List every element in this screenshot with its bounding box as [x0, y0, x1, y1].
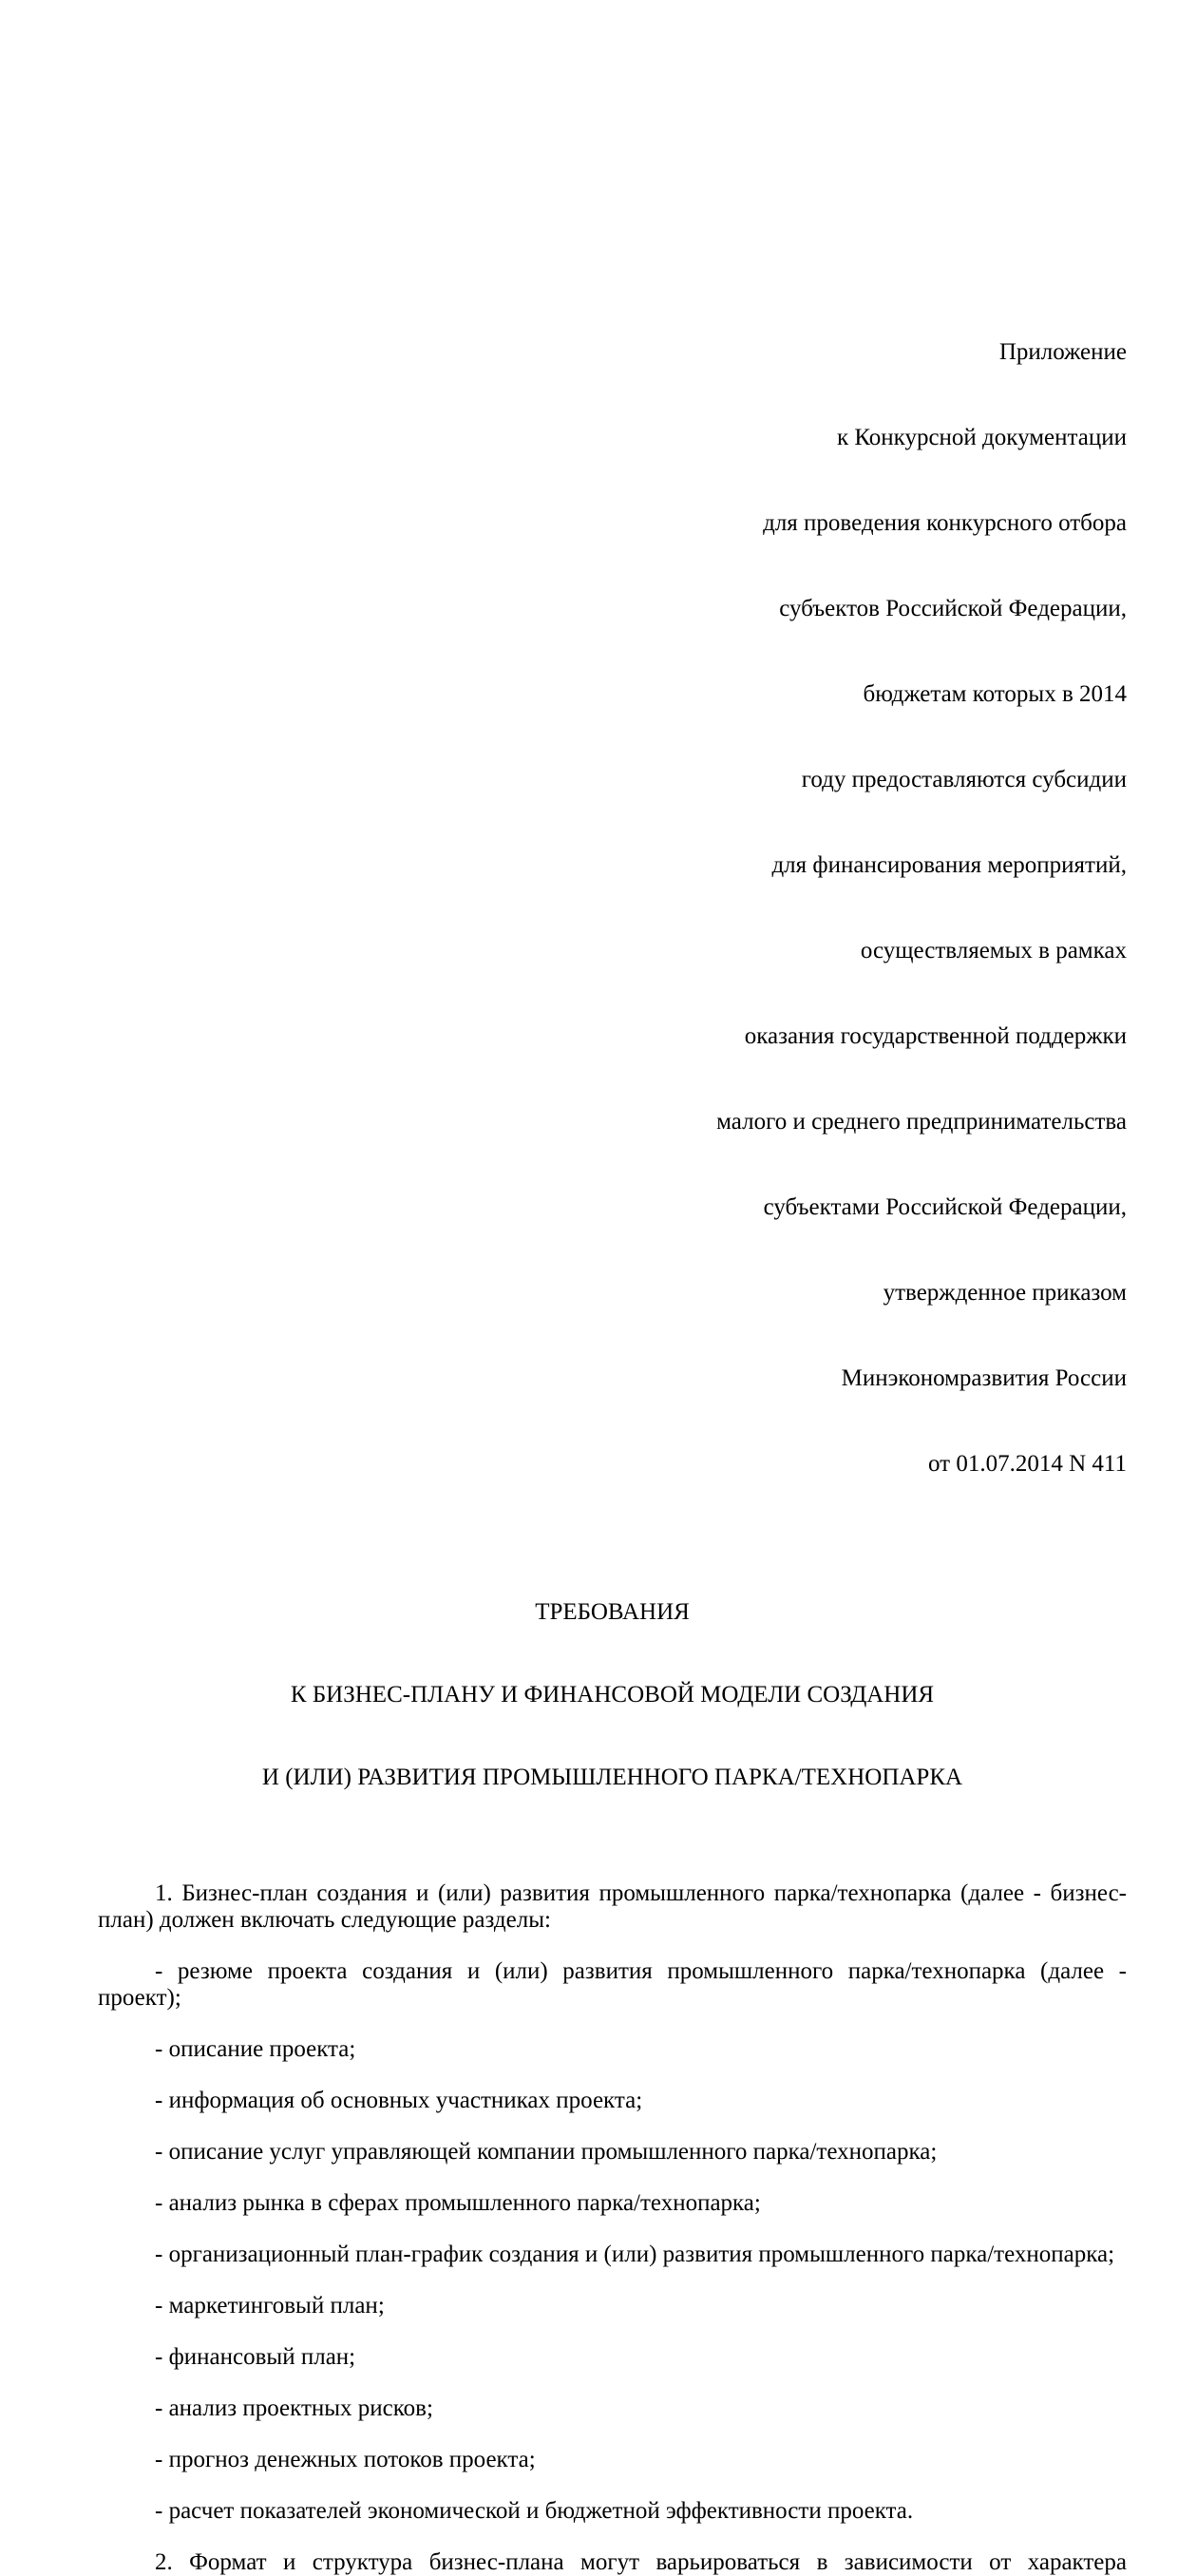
- body-paragraph: - резюме проекта создания и (или) развития промышленного парка/технопарка (далее - проект);: [98, 1958, 1127, 2011]
- appendix-header-line: малого и среднего предпринимательства: [716, 1109, 1127, 1135]
- appendix-header-line: году предоставляются субсидии: [801, 767, 1127, 792]
- appendix-header-line: для финансирования мероприятий,: [771, 852, 1127, 878]
- body-paragraph: - финансовый план;: [155, 2344, 356, 2370]
- appendix-header-line: утвержденное приказом: [883, 1280, 1127, 1306]
- document-title: [98, 1543, 1127, 1846]
- body-paragraph: - анализ проектных рисков;: [155, 2395, 433, 2421]
- body-paragraph: - расчет показателей экономической и бюджетной эффективности проекта.: [155, 2498, 914, 2524]
- appendix-header-line: осуществляемых в рамках: [860, 938, 1127, 964]
- body-paragraph: - информация об основных участниках проекта;: [155, 2088, 643, 2113]
- document-title-line: И (ИЛИ) РАЗВИТИЯ ПРОМЫШЛЕННОГО ПАРКА/ТЕХНОПАРКА: [261, 1765, 963, 1790]
- body-paragraph: - описание услуг управляющей компании промышленного парка/технопарка;: [155, 2139, 938, 2165]
- body-paragraph: 1. Бизнес-план создания и (или) развития промышленного парка/технопарка (далее - бизнес-план) должен включать следующие разделы:: [98, 1880, 1127, 1933]
- appendix-header-line: субъектами Российской Федерации,: [763, 1194, 1127, 1220]
- appendix-header-line: бюджетам которых в 2014: [863, 681, 1127, 707]
- body-paragraph: - организационный план-график создания и (или) развития промышленного парка/технопарка;: [155, 2242, 1115, 2267]
- document-title-line: К БИЗНЕС-ПЛАНУ И ФИНАНСОВОЙ МОДЕЛИ СОЗДАНИЯ: [290, 1682, 935, 1708]
- appendix-header-line: для проведения конкурсного отбора: [763, 510, 1127, 536]
- appendix-header-line: от 01.07.2014 N 411: [928, 1451, 1127, 1477]
- body-paragraph: 2. Формат и структура бизнес-плана могут варьироваться в зависимости от характера: [155, 2549, 1127, 2575]
- appendix-header-line: субъектов Российской Федерации,: [779, 596, 1127, 621]
- appendix-header-line: Минэкономразвития России: [841, 1365, 1127, 1391]
- document-title-line: ТРЕБОВАНИЯ: [535, 1599, 690, 1625]
- appendix-header-line: Приложение: [998, 339, 1127, 365]
- document-body: [98, 1880, 1127, 2576]
- body-paragraph: - анализ рынка в сферах промышленного парка/технопарка;: [155, 2190, 761, 2216]
- appendix-header-line: к Конкурсной документации: [836, 425, 1127, 450]
- body-paragraph: - описание проекта;: [155, 2036, 356, 2062]
- appendix-header: [98, 281, 1127, 1536]
- appendix-header-line: оказания государственной поддержки: [744, 1023, 1127, 1049]
- body-paragraph: - прогноз денежных потоков проекта;: [155, 2447, 536, 2472]
- body-paragraph: - маркетинговый план;: [155, 2293, 385, 2318]
